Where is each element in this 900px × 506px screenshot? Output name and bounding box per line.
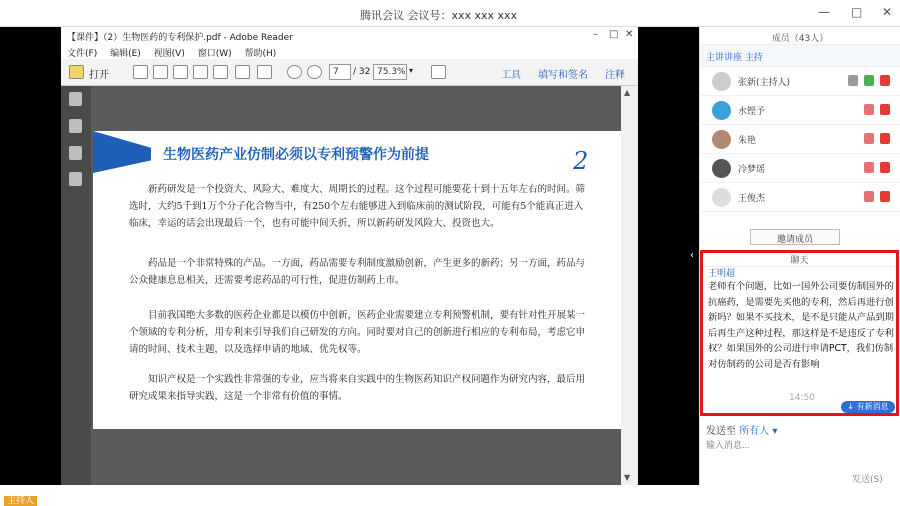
send-button[interactable]: 发送(S) (852, 475, 883, 485)
chat-header: 聊天 (703, 253, 896, 267)
mic-off-icon[interactable] (864, 162, 874, 173)
host-tag: 主持人 (4, 496, 37, 506)
member-name: 朱艳 (738, 136, 757, 146)
window-title: 腾讯会议 会议号：xxx xxx xxx (360, 9, 518, 22)
page-heading: 生物医药产业仿制必须以专利预警作为前提 (163, 147, 429, 163)
open-button[interactable]: 打开 (89, 70, 109, 81)
avatar (712, 188, 731, 207)
edit-icon[interactable] (153, 65, 168, 79)
reader-toolbar (61, 59, 638, 86)
page-total: / 32 (353, 67, 371, 77)
camera-off-icon[interactable] (880, 162, 890, 173)
camera-off-icon[interactable] (880, 133, 890, 144)
members-tab[interactable]: 主讲讲座 主持 (700, 45, 900, 67)
send-to[interactable] (706, 422, 777, 437)
next-page-icon[interactable] (307, 65, 322, 79)
paragraph-1: 新药研发是一个投资大、风险大、难度大、周期长的过程。这个过程可能要花十到十五年左右的时间。筛选时，大约5千到1万个分子化合物当中，有250个左右能够进入到临床前的测试阶段，可能有5个能真正进入临床，幸运的话会出现最后一个，也有可能中间夭折，所以新药研发风险大、投资也大。 (129, 184, 586, 229)
reader-title: 【课件】（2）生物医药的专利保护.pdf - Adobe Reader (67, 33, 293, 43)
avatar (712, 159, 731, 178)
avatar (712, 130, 731, 149)
avatar (712, 101, 731, 120)
sign-icon[interactable] (173, 65, 188, 79)
email-icon[interactable] (257, 65, 272, 79)
reader-close-icon[interactable]: ✕ (625, 29, 634, 40)
layers-icon[interactable] (69, 172, 82, 186)
member-row[interactable] (700, 154, 900, 183)
chat-message: 老师有个问题，比如一国外公司要仿制国外的抗癌药，是需要先买他的专利，然后再进行创新吗？如果不买技术，是不是只能从产品到期后再生产这种过程，那这样是不是违反了专利权？如果国外的公司进行申请PCT，我们仿制对仿制药的公司是否有影响 (708, 281, 894, 370)
share-text: 张新的屏幕共享 (41, 496, 105, 506)
member-row[interactable] (700, 125, 900, 154)
camera-off-icon[interactable] (880, 104, 890, 115)
member-name: 水铿予 (738, 107, 766, 117)
mic-icon[interactable] (864, 75, 874, 86)
bookmarks-icon[interactable] (69, 119, 82, 133)
reader-menubar (61, 45, 638, 59)
vertical-scrollbar[interactable] (621, 86, 638, 485)
member-row[interactable] (700, 96, 900, 125)
reader-sidebar (61, 86, 91, 485)
menu-window[interactable]: 窗口(W) (197, 49, 232, 59)
side-panel (699, 27, 900, 485)
reader-titlebar (61, 27, 638, 45)
create-pdf-icon[interactable] (133, 65, 148, 79)
message-input[interactable] (706, 438, 892, 452)
mic-off-icon[interactable] (864, 133, 874, 144)
comment-button[interactable]: 注释 (605, 70, 625, 81)
member-name: 王俊杰 (738, 194, 766, 204)
new-message-button[interactable]: ↓ 有新消息 (841, 401, 895, 413)
blue-banner-shape (93, 131, 151, 173)
menu-view[interactable]: 视图(V) (153, 49, 185, 59)
scroll-down-icon[interactable]: ▼ (624, 473, 631, 482)
camera-off-icon[interactable] (880, 191, 890, 202)
members-header: 成员（43人） (700, 27, 900, 45)
fit-page-icon[interactable] (431, 65, 446, 79)
close-button[interactable]: ✕ (882, 5, 893, 19)
menu-edit[interactable]: 编辑(E) (110, 49, 141, 59)
zoom-input[interactable]: 75.3% (373, 64, 407, 80)
attachments-icon[interactable] (69, 146, 82, 160)
scroll-up-icon[interactable]: ▲ (624, 88, 631, 97)
maximize-button[interactable]: □ (851, 5, 863, 19)
save-icon[interactable] (213, 65, 228, 79)
paragraph-4: 知识产权是一个实践性非常强的专业，应当将来自实践中的生物医药知识产权问题作为研究内容，最后用研究成果来指导实践，这是一个非常有价值的事情。 (129, 374, 586, 402)
send-to-label: 发送至 (706, 426, 736, 437)
screen-share-icon (848, 75, 858, 86)
chevron-down-icon[interactable]: ▾ (772, 426, 778, 437)
menu-file[interactable]: 文件(F) (67, 49, 98, 59)
avatar (712, 72, 731, 91)
menu-help[interactable]: 帮助(H) (244, 49, 277, 59)
chat-sender: 王明超 (708, 269, 736, 279)
mic-off-icon[interactable] (864, 191, 874, 202)
reader-minimize-icon[interactable]: – (593, 29, 598, 40)
send-to-target[interactable]: 所有人 (739, 426, 770, 437)
prev-page-icon[interactable] (287, 65, 302, 79)
zoom-dropdown-icon[interactable]: ▾ (409, 66, 414, 75)
print-icon[interactable] (235, 65, 250, 79)
member-row[interactable] (700, 183, 900, 212)
chat-time: 14:50 (789, 393, 815, 403)
pages-panel-icon[interactable] (69, 92, 82, 106)
top-bar (0, 0, 900, 27)
screen-share-stage (0, 27, 699, 506)
upload-icon[interactable] (193, 65, 208, 79)
paragraph-2: 药品是一个非常特殊的产品。一方面，药品需要专利制度激励创新，产生更多的新药；另一方面，药品与公众健康息息相关，还需要考虑药品的可行性，促进仿制药上市。 (129, 258, 586, 286)
adobe-reader-window (61, 27, 638, 485)
camera-off-icon[interactable] (880, 75, 890, 86)
page-number-input[interactable]: 7 (329, 64, 351, 80)
member-name: 冷梦瑶 (738, 165, 766, 175)
pdf-page (93, 131, 621, 429)
open-folder-icon[interactable] (69, 65, 84, 79)
document-area (91, 86, 638, 485)
logo-mark: 2 (573, 147, 589, 175)
member-name: 张新(主持人) (738, 78, 791, 88)
member-row[interactable] (700, 67, 900, 96)
share-indicator (4, 493, 105, 506)
reader-maximize-icon[interactable]: □ (609, 29, 619, 40)
chat-panel (700, 250, 899, 416)
tools-button[interactable]: 工具 (501, 70, 521, 81)
mic-off-icon[interactable] (864, 104, 874, 115)
collapse-arrow-icon[interactable]: ‹ (690, 250, 694, 261)
invite-button[interactable]: 邀请成员 (750, 229, 840, 245)
minimize-button[interactable]: — (818, 5, 830, 19)
paragraph-3: 目前我国绝大多数的医药企业都是以模仿中创新，医药企业需要建立专利预警机制，要有针对性开展某一个领域的专利分析，用专利来引导我们自己研发的方向。同时要对自己的创新进行相应的专利布局，考虑它申请的时间、技术主题，以及选择申请的地域、优先权等。 (129, 310, 586, 355)
fill-sign-button[interactable]: 填写和签名 (538, 70, 588, 81)
